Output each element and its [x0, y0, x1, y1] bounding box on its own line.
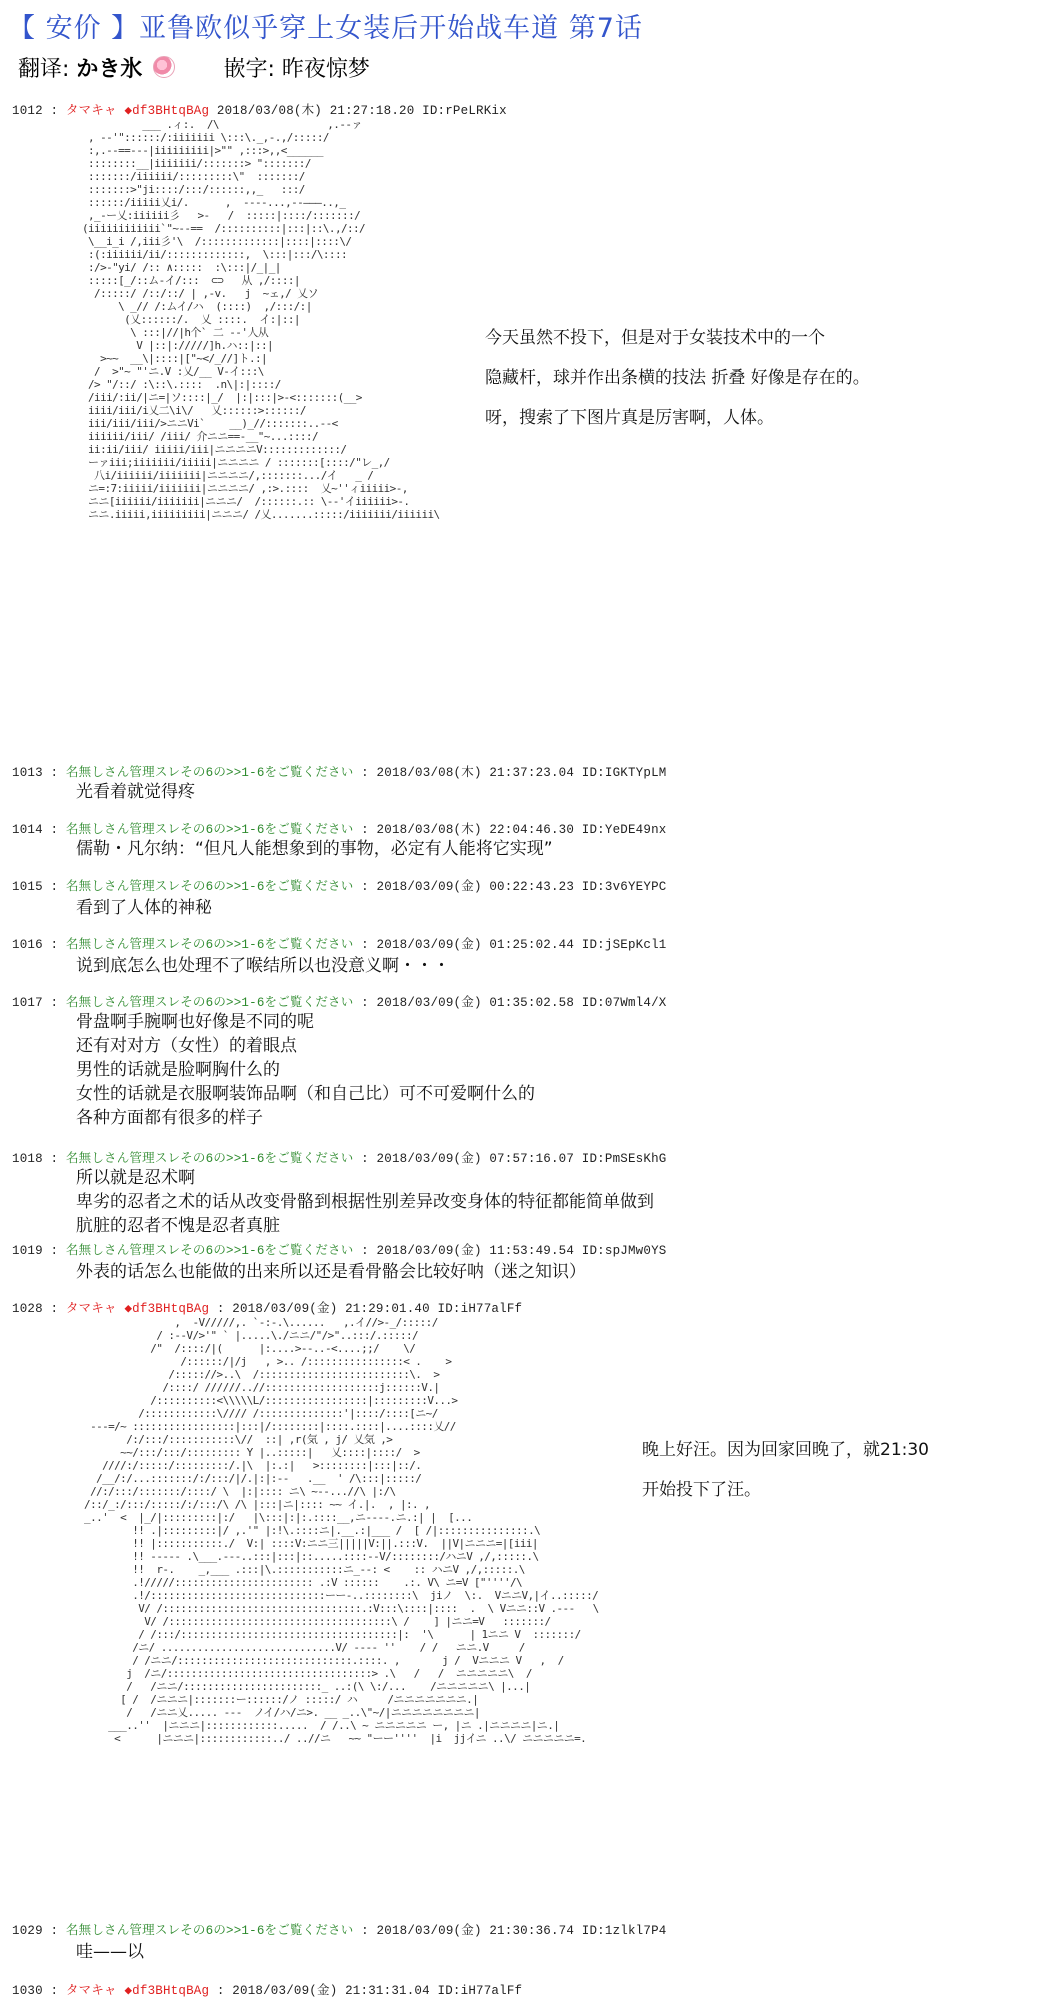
post-header-1016: [12, 934, 667, 952]
post-number: 1013 :: [12, 766, 59, 780]
body-line: 外表的话怎么也能做的出来所以还是看骨骼会比较好呐（迷之知识）: [76, 1262, 586, 1282]
post-header-1013: [12, 762, 667, 780]
body-line: 男性的话就是脸啊胸什么的: [76, 1060, 280, 1080]
ascii-art-1012: ___ .ィ:. /\ ,.--ァ , -‐'"::::::/:iiiiiii \:::\._,-.,/:::::/ :,.-‐==-‐-|iiiiiiiii|>"" ,:::>,,<______ ::::::::__|iiiiiii/:::::::> ":::::::/ :::::::/iiiiii/:::::::::\" :::::::/ :::::::>"ji::::/:::/::::::,,_ :::/ ::::::/iiiii乂i/. , ----...,-‐―――..,_ ,_-ー乂:iiiiii彡 >‐ / :::::|::::/:::::::/ (iiiiiiiiiiii`"~‐-== /::::::::::|:::|::\.,/::/ \__i_i /,iii彡'\ /:::::::::::::|::::|::::\/ :(:iiiiii/ii/:::::::::::::, \:::|:::/\:::: :/>-"yi/ /:: ∧::::: :\:::|/_|_| :::::[_/::ム‐イ/::: ⊂⊃ 从 ,/::::| /:::::/ /::/::/ | ,-v. j ~ェ,/ 乂ソ \ _// /:ムイ/ハ (::::) ,/:::/:| (乂::::::/. 乂 ::::. イ:|::| \ :::|//|h个` 二 -‐'人从 V |::|://///]h.ハ::|::| >~~ __\|::::|["~</_//]ト.:| / >"~ "'ニ.V :乂/__ V-イ:::\ /> "/::/ :\::\.:::: .n\|:|::::/ /iii/:ii/|ニ=|ソ::::|_/ |:|:::|>-<:::::::(__> iiii/iii/i乂二\i\/ 乂::::::>::::::/ iii/iii/iii/>ニニVi` __)_//:::::::..--< iiiiii/iii/ /iii/ 介ニニ==-__"~...::::/ ii:ii/iii/ iiiii/iii|ニニニニV:::::::::::::/ ーァiii;iiiiiii/iiiii|ニニニニ / :::::::[::::/"レ_,/ 八i/iiiiii/iiiiiii|ニニニニ/,:::::::.../イ _ / ニ=:7:iiiii/iiiiiii|ニニニニ/ ,:>.:::: 乂~''ィiiiii>-, ニニ[iiiiii/iiiiiii|ニニニ/ /::::::.:: \-‐'イiiiiii>-. ニニ.iiiii,iiiiiiiii|ニニニ/ /乂.......:::::/iiiiiii/iiiiii\: [82, 118, 440, 521]
poster-name[interactable]: 名無しさん管理スレその6の>>1-6をご覧ください: [65, 823, 354, 837]
post-header-1028: [12, 1298, 522, 1316]
post-body-1017: [76, 1010, 535, 1130]
post-header-1012: [12, 100, 507, 118]
page-title: 【 安价 】亚鲁欧似乎穿上女装后开始战车道 第7话: [8, 13, 643, 44]
side-line: 隐藏杆，球并作出条横的技法 折叠 好像是存在的。: [485, 368, 870, 388]
translate-label: 翻译:: [18, 57, 70, 82]
post-body-1029: [76, 1940, 144, 1964]
post-number: 1016 :: [12, 938, 59, 952]
poster-trip: ◆df3BHtqBAg: [124, 1302, 210, 1316]
side-line: 呀，搜索了下图片真是厉害啊，人体。: [485, 408, 774, 428]
post-number: 1029 :: [12, 1924, 59, 1938]
translator-name: かき氷: [76, 57, 143, 82]
body-line: 骨盘啊手腕啊也好像是不同的呢: [76, 1012, 314, 1032]
post-side-text-1028: [642, 1430, 929, 1510]
post-header-1018: [12, 1148, 667, 1166]
post-header-1019: [12, 1240, 667, 1258]
poster-name[interactable]: 名無しさん管理スレその6の>>1-6をご覧ください: [65, 766, 354, 780]
post-number: 1030 :: [12, 1984, 59, 1998]
post-header-1014: [12, 819, 667, 837]
post-date: : 2018/03/09(金) 01:35:02.58 ID:07Wml4/X: [361, 996, 667, 1010]
post-date: : 2018/03/09(金) 21:31:31.04 ID:iH77alFf: [216, 1984, 523, 1998]
body-line: 哇——以: [76, 1942, 144, 1962]
poster-name[interactable]: 名無しさん管理スレその6の>>1-6をご覧ください: [65, 938, 354, 952]
post-header-1030: [12, 1980, 522, 1998]
post-side-text-1012: [485, 318, 870, 438]
post-body-1015: [76, 896, 212, 920]
post-header-1017: [12, 992, 667, 1010]
side-line: 晚上好汪。因为回家回晚了，就21:30: [642, 1440, 929, 1460]
body-line: 还有对对方（女性）的着眼点: [76, 1036, 297, 1056]
post-date: 2018/03/08(木) 21:27:18.20 ID:rPeLRKix: [216, 104, 507, 118]
post-number: 1012 :: [12, 104, 59, 118]
body-line: 看到了人体的神秘: [76, 898, 212, 918]
post-number: 1017 :: [12, 996, 59, 1010]
poster-name[interactable]: タマキャ: [65, 104, 117, 118]
post-number: 1028 :: [12, 1302, 59, 1316]
post-header-1015: [12, 876, 667, 894]
post-date: : 2018/03/09(金) 21:29:01.40 ID:iH77alFf: [216, 1302, 523, 1316]
poster-name[interactable]: 名無しさん管理スレその6の>>1-6をご覧ください: [65, 1924, 354, 1938]
poster-name[interactable]: タマキャ: [65, 1302, 117, 1316]
typesetter-name: 昨夜惊梦: [281, 57, 370, 82]
poster-name[interactable]: 名無しさん管理スレその6の>>1-6をご覧ください: [65, 996, 354, 1010]
ascii-art-1028: , -V/////,. `-:-.\...... ,.イ//>-_/:::::/ / :-‐V/>'" ` |.....\./ニニ/"/>"..:::/.:::::/ /" /::::/|( |:....>‐-..-<....;;/ \/ /::::::/|/j , >.. /::::::::::::::::< . > /::::://>..\ /:::::::::::::::::::::::::\. > /::::/ //////..//:::::::::::::::::::j::::::V.| /::::::::::<\\\\\L/:::::::::::::::::|:::::::::V...> /::::::::::::\//// /::::::::::::::'|::::/::::[ニ~/ ---=/~ :::::::::::::::::|:::|/::::::::|::::.::::|....::::乂// /:/:::/:::::::::::\// ::| ,r(気 , j/ 乂気 ,> ~~/:::/:::/::::::::: Y |..:::::| 乂::::|::::/ > ////:/:::::/:::::::::/.|\ |:.:| >::::::::|:::|::/. /__/:/...:::::::/:/:::/|/.|:|:-‐ .__ ' /\:::|:::::/ //:/:::/:::::::/::::/ \ |:|:::: ニ\ ~‐‐...//\ |:/\ /::/_:/:::/:::::/:/:::/\ /\ |:::|ニ|:::: ~~ イ.|. , |:. , _..' < |_/|:::::::::|:/ |\:::|:|:.::::__,ニ--‐‐.ニ.:| | [... !! .|:::::::::|/ ,.'" |:!\.::::ニ|.__.:|___ / [ /|:::::::::::::::.\ !! |:::::::::::./ V:| ::::V:ニニ三|||||V:||.:::V. ||V|ニニニ=|[iii| !! ‐---- .\___.-‐‐..:::|:::|::.....::::-‐V/::::::::/ハニV ,/,:::::.\ !! r‐. _,___ .:::|\.:::::::::::ニ_-‐: < :: ハニV ,/,:::::.\ .!/////::::::::::::::::::::::: .:V :::::: .:. V\ ニ=V ["''''/\ .!/:::::::::::::::::::::::::::::ーー-..::::::::\ jiノ \:. VニニV,|イ..:::::/ V/ /:::::::::::::::::::::::::::::::::.:V:::\::::|:::: . \ Vニニ::V .--- \ V/ /:::::::::::::::::::::::::::::::::::::\ / ] |ニニ=V :::::::/ / /:::/::::::::::::::::::::::::::::::::::::|: '\ | 1ニニ V :::::::/ /ニ/ .............................V/ ---- '' / / ニニ.V / / /ニニ/:::::::::::::::::::::::::::::.::::. , j / Vニニニ V , / j /ニ/::::::::::::::::::::::::::::::::::> .\ / / ニニニニニ\ / / /ニニ/:::::::::::::::::::::::_ ..:(\ \:/... /ニニニニニ\ |...| [ / /ニニニ|:::::::ー::::::/ノ :::::/ ハ /ニニニニニニニ.| / /ニニ乂..... --- ノイ/ハ/ニ>. __ _..\"~/|ニニニニニニニニ| ___..'' |ニニニ|::::::::::::..... / /..\ ~ ニニニニニ ー, |ニ .|ニニニニ|ニ.| < |ニニニ|::::::::::::../ ..//ニ ~~ "ーー'''' |i jjイニ ..\/ ニニニニニ=.: [84, 1316, 599, 1745]
poster-name[interactable]: 名無しさん管理スレその6の>>1-6をご覧ください: [65, 880, 354, 894]
post-date: : 2018/03/09(金) 21:30:36.74 ID:1zlkl7P4: [361, 1924, 667, 1938]
poster-name[interactable]: 名無しさん管理スレその6の>>1-6をご覧ください: [65, 1244, 354, 1258]
post-body-1016: [76, 954, 450, 978]
poster-trip: ◆df3BHtqBAg: [124, 104, 210, 118]
body-line: 各种方面都有很多的样子: [76, 1108, 263, 1128]
poster-trip: ◆df3BHtqBAg: [124, 1984, 210, 1998]
post-date: : 2018/03/09(金) 01:25:02.44 ID:jSEpKcl1: [361, 938, 667, 952]
poster-name[interactable]: タマキャ: [65, 1984, 117, 1998]
post-body-1018: [76, 1166, 654, 1238]
post-number: 1018 :: [12, 1152, 59, 1166]
side-line: 开始投下了汪。: [642, 1480, 761, 1500]
body-line: 所以就是忍术啊: [76, 1168, 195, 1188]
post-date: : 2018/03/09(金) 07:57:16.07 ID:PmSEsKhG: [361, 1152, 667, 1166]
post-number: 1014 :: [12, 823, 59, 837]
post-date: : 2018/03/09(金) 00:22:43.23 ID:3v6YEYPC: [361, 880, 667, 894]
post-body-1019: [76, 1260, 586, 1284]
post-header-1029: [12, 1920, 667, 1938]
post-number: 1015 :: [12, 880, 59, 894]
body-line: 卑劣的忍者之术的话从改变骨骼到根据性别差异改变身体的特征都能简单做到: [76, 1192, 654, 1212]
body-line: 说到底怎么也处理不了喉结所以也没意义啊・・・: [76, 956, 450, 976]
post-number: 1019 :: [12, 1244, 59, 1258]
body-line: 肮脏的忍者不愧是忍者真脏: [76, 1216, 280, 1236]
post-date: : 2018/03/08(木) 22:04:46.30 ID:YeDE49nx: [361, 823, 667, 837]
body-line: 儒勒・凡尔纳：“但凡人能想象到的事物，必定有人能将它实现”: [76, 839, 553, 859]
shaved-ice-icon: [153, 56, 175, 78]
post-date: : 2018/03/09(金) 11:53:49.54 ID:spJMw0YS: [361, 1244, 667, 1258]
post-date: : 2018/03/08(木) 21:37:23.04 ID:IGKTYpLM: [361, 766, 667, 780]
post-body-1013: [76, 780, 195, 804]
post-body-1014: [76, 837, 553, 861]
body-line: 女性的话就是衣服啊装饰品啊（和自己比）可不可爱啊什么的: [76, 1084, 535, 1104]
typeset-label: 嵌字:: [223, 57, 275, 82]
credits: [18, 52, 370, 83]
poster-name[interactable]: 名無しさん管理スレその6の>>1-6をご覧ください: [65, 1152, 354, 1166]
side-line: 今天虽然不投下，但是对于女装技术中的一个: [485, 328, 825, 348]
body-line: 光看着就觉得疼: [76, 782, 195, 802]
